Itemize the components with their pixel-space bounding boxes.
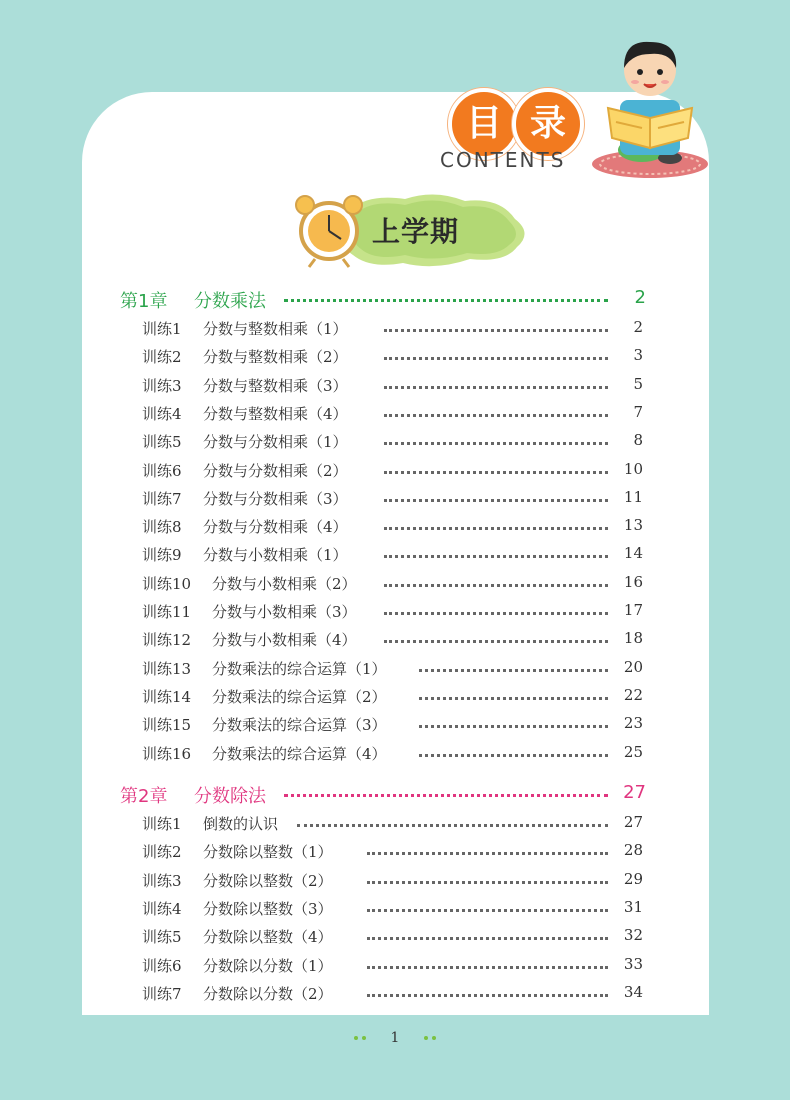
lesson-row[interactable] xyxy=(0,743,790,767)
lesson-row[interactable] xyxy=(0,318,790,342)
lesson-page: 29 xyxy=(623,869,643,888)
leader-dots xyxy=(384,442,608,445)
lesson-row[interactable] xyxy=(0,346,790,370)
chapter-page: 2 xyxy=(634,287,646,308)
lesson-number: 训练5 xyxy=(142,928,182,947)
leader-dots xyxy=(367,909,608,912)
chapter-heading[interactable] xyxy=(0,782,790,806)
lesson-page: 11 xyxy=(623,487,643,506)
lesson-title: 分数除以分数（2） xyxy=(203,984,333,1003)
lesson-page: 2 xyxy=(633,318,643,336)
lesson-number: 训练11 xyxy=(142,603,192,621)
lesson-number: 训练3 xyxy=(142,376,182,395)
lesson-number: 训练1 xyxy=(142,320,182,338)
lesson-title: 分数除以整数（2） xyxy=(203,871,333,890)
leader-dots xyxy=(384,386,608,389)
lesson-page: 28 xyxy=(623,841,643,860)
lesson-title: 分数乘法的综合运算（4） xyxy=(212,744,387,763)
leader-dots xyxy=(297,824,608,827)
lesson-number: 训练7 xyxy=(142,489,182,508)
lesson-row[interactable] xyxy=(0,955,790,979)
lesson-row[interactable] xyxy=(0,898,790,922)
lesson-page: 17 xyxy=(623,601,643,619)
reading-boy-illustration xyxy=(590,30,710,180)
lesson-row[interactable] xyxy=(0,488,790,512)
lesson-number: 训练4 xyxy=(142,404,182,423)
chapter-heading[interactable] xyxy=(0,287,790,311)
lesson-page: 34 xyxy=(623,982,643,1001)
lesson-page: 27 xyxy=(623,813,643,831)
lesson-row[interactable] xyxy=(0,658,790,682)
lesson-title: 分数与小数相乘（2） xyxy=(212,574,357,593)
lesson-page: 3 xyxy=(633,346,643,365)
title-char-mu: 目 xyxy=(448,88,520,160)
lesson-page: 7 xyxy=(633,402,643,421)
lesson-row[interactable] xyxy=(0,601,790,625)
lesson-number: 训练16 xyxy=(142,744,192,763)
leader-dots xyxy=(384,584,608,587)
lesson-title: 分数除以分数（1） xyxy=(203,956,333,975)
lesson-number: 训练6 xyxy=(142,956,182,975)
lesson-page: 8 xyxy=(633,431,643,450)
lesson-title: 分数除以整数（4） xyxy=(203,928,333,947)
lesson-number: 训练2 xyxy=(142,348,182,367)
lesson-title: 分数与分数相乘（1） xyxy=(203,433,348,452)
lesson-page: 22 xyxy=(623,685,643,704)
lesson-title: 分数乘法的综合运算（2） xyxy=(212,687,387,706)
lesson-row[interactable] xyxy=(0,629,790,653)
lesson-title: 分数与分数相乘（4） xyxy=(203,518,348,537)
lesson-row[interactable] xyxy=(0,870,790,894)
lesson-title: 分数与小数相乘（3） xyxy=(212,603,357,621)
lesson-row[interactable] xyxy=(0,375,790,399)
page-footer xyxy=(0,1030,790,1046)
leader-dots xyxy=(384,499,608,502)
lesson-page: 18 xyxy=(623,629,643,648)
leader-dots xyxy=(384,357,608,360)
lesson-title: 分数乘法的综合运算（3） xyxy=(212,716,387,735)
lesson-page: 13 xyxy=(623,516,643,535)
lesson-row[interactable] xyxy=(0,686,790,710)
lesson-number: 训练15 xyxy=(142,716,192,735)
lesson-page: 20 xyxy=(623,657,643,676)
alarm-clock-icon xyxy=(296,196,362,267)
lesson-title: 分数与整数相乘（1） xyxy=(203,320,348,338)
lesson-number: 训练10 xyxy=(142,574,192,593)
lesson-number: 训练4 xyxy=(142,899,182,918)
lesson-row[interactable] xyxy=(0,926,790,950)
leader-dots xyxy=(419,697,608,700)
leader-dots xyxy=(419,725,608,728)
lesson-title: 分数与整数相乘（2） xyxy=(203,348,348,367)
lesson-row[interactable] xyxy=(0,431,790,455)
lesson-number: 训练7 xyxy=(142,984,182,1003)
leader-dots xyxy=(367,881,608,884)
lesson-number: 训练14 xyxy=(142,687,192,706)
lesson-page: 10 xyxy=(623,459,643,478)
lesson-row[interactable] xyxy=(0,714,790,738)
lesson-row[interactable] xyxy=(0,516,790,540)
leader-dots xyxy=(367,852,608,855)
leader-dots xyxy=(419,669,608,672)
lesson-title: 分数除以整数（3） xyxy=(203,899,333,918)
lesson-title: 倒数的认识 xyxy=(203,815,279,833)
lesson-page: 33 xyxy=(623,954,643,973)
lesson-page: 31 xyxy=(623,897,643,916)
leader-dots xyxy=(384,471,608,474)
lesson-title: 分数与小数相乘（1） xyxy=(203,546,348,565)
leader-dots xyxy=(367,937,608,940)
lesson-number: 训练6 xyxy=(142,461,182,480)
lesson-page: 23 xyxy=(623,714,643,733)
contents-subtitle: CONTENTS xyxy=(440,148,566,172)
page-number: 1 xyxy=(390,1030,400,1046)
lesson-number: 训练1 xyxy=(142,815,182,833)
leader-dots xyxy=(419,754,608,757)
lesson-title: 分数除以整数（1） xyxy=(203,843,333,862)
title-char-lu: 录 xyxy=(512,88,584,160)
lesson-row[interactable] xyxy=(0,841,790,865)
lesson-number: 训练2 xyxy=(142,843,182,862)
lesson-title: 分数与分数相乘（2） xyxy=(203,461,348,480)
lesson-page: 14 xyxy=(623,544,643,563)
lesson-number: 训练5 xyxy=(142,433,182,452)
leader-dots xyxy=(384,414,608,417)
leader-dots xyxy=(384,329,608,332)
chapter-page: 27 xyxy=(623,782,646,803)
lesson-number: 训练12 xyxy=(142,631,192,650)
lesson-title: 分数与整数相乘（3） xyxy=(203,376,348,395)
lesson-page: 16 xyxy=(623,572,643,591)
lesson-row[interactable] xyxy=(0,983,790,1007)
lesson-number: 训练8 xyxy=(142,518,182,537)
lesson-row[interactable] xyxy=(0,813,790,837)
lesson-page: 25 xyxy=(623,742,643,761)
leader-dots xyxy=(384,555,608,558)
leader-dots xyxy=(284,299,608,302)
lesson-number: 训练13 xyxy=(142,659,192,678)
chapter-number: 第2章 xyxy=(120,786,168,807)
leader-dots xyxy=(284,794,608,797)
leader-dots xyxy=(384,612,608,615)
lesson-title: 分数与小数相乘（4） xyxy=(212,631,357,650)
lesson-title: 分数与分数相乘（3） xyxy=(203,489,348,508)
lesson-row[interactable] xyxy=(0,403,790,427)
lesson-title: 分数与整数相乘（4） xyxy=(203,404,348,423)
lesson-number: 训练3 xyxy=(142,871,182,890)
chapter-number: 第1章 xyxy=(120,291,168,312)
semester-label: 上学期 xyxy=(372,215,460,248)
lesson-row[interactable] xyxy=(0,573,790,597)
leader-dots xyxy=(367,966,608,969)
lesson-page: 5 xyxy=(633,374,643,393)
leader-dots xyxy=(384,527,608,530)
chapter-title: 分数除法 xyxy=(194,786,266,807)
lesson-row[interactable] xyxy=(0,460,790,484)
lesson-title: 分数乘法的综合运算（1） xyxy=(212,659,387,678)
leader-dots xyxy=(384,640,608,643)
chapter-title: 分数乘法 xyxy=(194,291,266,312)
leader-dots xyxy=(367,994,608,997)
lesson-number: 训练9 xyxy=(142,546,182,565)
lesson-row[interactable] xyxy=(0,544,790,568)
lesson-page: 32 xyxy=(623,926,643,945)
